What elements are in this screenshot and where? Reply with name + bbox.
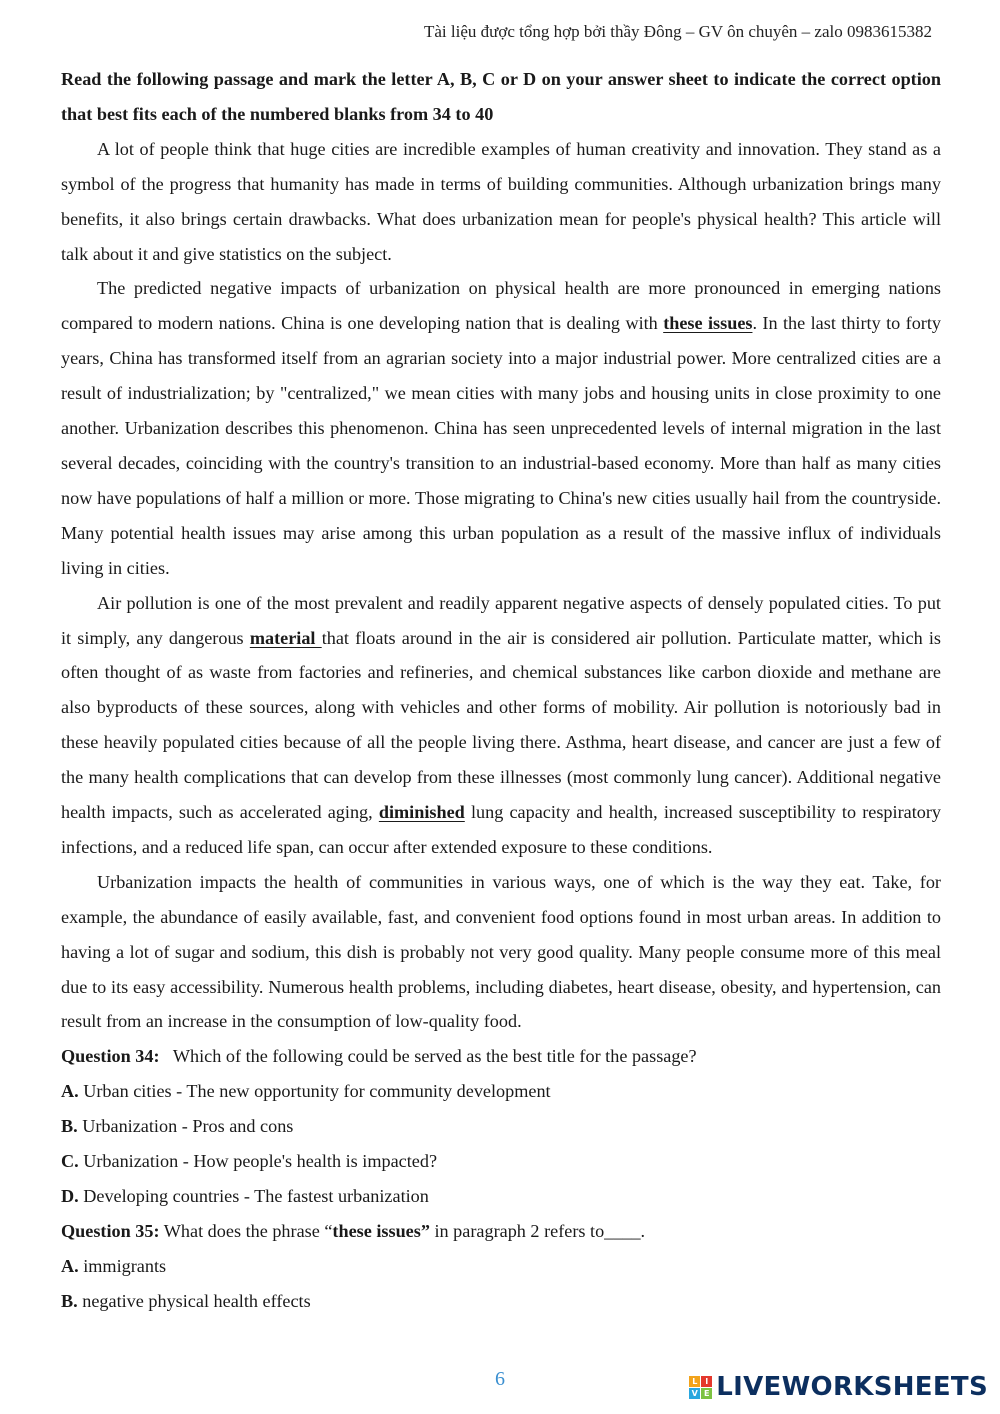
keyword-these-issues: these issues bbox=[663, 313, 753, 334]
option-text: immigrants bbox=[83, 1255, 167, 1276]
question-34-text: Which of the following could be served as the best title for the passage? bbox=[172, 1046, 697, 1067]
option-letter: D. bbox=[61, 1186, 79, 1206]
option-letter: B. bbox=[61, 1116, 78, 1137]
question-35-option-b[interactable] bbox=[61, 1284, 941, 1319]
question-34-label: Question 34: bbox=[61, 1046, 160, 1067]
option-text: negative physical health effects bbox=[82, 1290, 311, 1311]
question-34-option-c[interactable] bbox=[61, 1144, 941, 1179]
liveworksheets-logo-icon bbox=[689, 1376, 712, 1399]
question-35-text-after: in paragraph 2 refers to____. bbox=[429, 1220, 646, 1241]
question-35-text-before: What does the phrase “ bbox=[163, 1220, 333, 1241]
logo-letter-v: V bbox=[689, 1388, 700, 1399]
question-34 bbox=[61, 1039, 941, 1074]
logo-letter-e: E bbox=[701, 1388, 712, 1399]
option-text: Urbanization - Pros and cons bbox=[82, 1116, 294, 1137]
question-35-label: Question 35: bbox=[61, 1220, 160, 1241]
logo-letter-i: I bbox=[701, 1376, 712, 1387]
paragraph-2-text-a: The predicted negative impacts of urbanization on physical health are more pronounced in emerging nations compared to modern nations. China is one developing nation that is dealing with bbox=[61, 278, 941, 334]
question-35-keyword: these issues” bbox=[332, 1220, 430, 1241]
option-letter: C. bbox=[61, 1151, 79, 1172]
question-35 bbox=[61, 1214, 941, 1249]
option-letter: B. bbox=[61, 1290, 78, 1311]
option-text: Urban cities - The new opportunity for community development bbox=[83, 1081, 551, 1102]
keyword-material: material bbox=[249, 627, 322, 648]
paragraph-4: Urbanization impacts the health of communities in various ways, one of which is the way they eat. Take, for example, the abundance of easily available, fast, and convenient food options found in most urban areas. In addition to having a lot of sugar and sodium, this dish is probably not very good quality. Many people consume more of this meal due to its easy accessibility. Numerous health problems, including diabetes, heart disease, obesity, and hypertension, can result from an increase in the consumption of low-quality food. bbox=[61, 871, 941, 1032]
paragraph-3-text-b: that floats around in the air is considered air pollution. Particulate matter, which is often thought of as waste from factories and refineries, and chemical substances like carbon dioxide and methane are also byproducts of these sources, along with vehicles and other forms of mobility. Air pollution is notoriously bad in these heavily populated cities because of all the people living there. Asthma, heart disease, and cancer are just a few of the many health complications that can develop from these illnesses (most commonly lung cancer). Additional negative health impacts, such as accelerated aging, bbox=[61, 627, 942, 823]
document-content bbox=[61, 62, 941, 1319]
page-number: 6 bbox=[495, 1368, 505, 1390]
paragraph-3-text-c: lung capacity and health, increased susceptibility to respiratory infections, and a reduced life span, can occur after extended exposure to these conditions. bbox=[61, 802, 941, 857]
paragraph-2-text-b: . In the last thirty to forty years, China has transformed itself from an agrarian society into a major industrial power. More centralized cities are a result of industrialization; by "centralized," we mean cities with many jobs and housing units in close proximity to one another. Urbanization describes this phenomenon. China has seen unprecedented levels of internal migration in the last several decades, coinciding with the country's transition to an industrial-based economy. More than half as many cities now have populations of half a million or more. Those migrating to China's new cities usually hail from the countryside. Many potential health issues may arise among this urban population as a result of the massive influx of individuals living in cities. bbox=[61, 313, 941, 578]
paragraph-1: A lot of people think that huge cities are incredible examples of human creativity and innovation. They stand as a symbol of the progress that humanity has made in terms of building communities. Although urbanization brings many benefits, it also brings certain drawbacks. What does urbanization mean for people's physical health? This article will talk about it and give statistics on the subject. bbox=[61, 138, 941, 264]
paragraph-2 bbox=[61, 271, 941, 585]
option-letter: A. bbox=[61, 1081, 79, 1102]
paragraph-3 bbox=[61, 586, 941, 865]
keyword-diminished: diminished bbox=[378, 802, 465, 823]
page-header: Tài liệu được tổng hợp bởi thầy Đông – GV ôn chuyên – zalo 0983615382 bbox=[423, 22, 932, 41]
option-text: Developing countries - The fastest urbanization bbox=[83, 1186, 429, 1206]
logo-letter-l: L bbox=[689, 1376, 700, 1387]
brand-name: LIVEWORKSHEETS bbox=[716, 1372, 988, 1402]
question-34-option-b[interactable] bbox=[61, 1109, 941, 1144]
option-text: Urbanization - How people's health is impacted? bbox=[83, 1151, 438, 1172]
question-34-option-d[interactable] bbox=[61, 1179, 941, 1214]
instructions: Read the following passage and mark the letter A, B, C or D on your answer sheet to indicate the correct option that best fits each of the numbered blanks from 34 to 40 bbox=[61, 69, 941, 124]
option-letter: A. bbox=[61, 1255, 79, 1276]
paragraph-3-text-a: Air pollution is one of the most prevalent and readily apparent negative aspects of densely populated cities. To put it simply, any dangerous bbox=[61, 592, 941, 648]
question-35-option-a[interactable] bbox=[61, 1249, 941, 1284]
liveworksheets-brand bbox=[689, 1372, 988, 1402]
question-34-option-a[interactable] bbox=[61, 1074, 941, 1109]
